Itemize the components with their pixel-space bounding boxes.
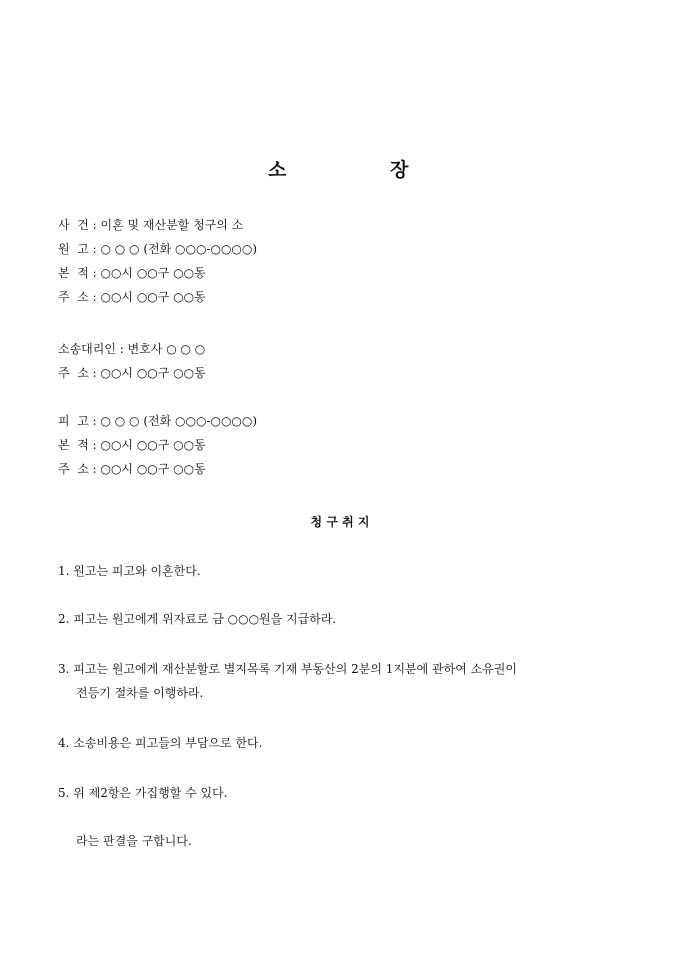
plaintiff-address-line: 주 소 : ○○시 ○○구 ○○동 xyxy=(58,290,206,304)
defendant-address-line: 주 소 : ○○시 ○○구 ○○동 xyxy=(58,462,206,476)
case-line: 사 건 : 이혼 및 재산분할 청구의 소 xyxy=(58,218,244,232)
claim-5: 5. 위 제2항은 가집행할 수 있다. xyxy=(58,786,228,800)
document-title xyxy=(0,155,680,185)
claim-1: 1. 원고는 피고와 이혼한다. xyxy=(58,564,201,578)
closing-sentence: 라는 판결을 구합니다. xyxy=(76,834,192,848)
claim-3-continuation: 전등기 절차를 이행하라. xyxy=(76,686,204,700)
section-title: 청 구 취 지 xyxy=(310,515,370,529)
title-char-2: 장 xyxy=(390,159,409,181)
claim-2: 2. 피고는 원고에게 위자료로 금 ○○○원을 지급하라. xyxy=(58,612,337,626)
attorney-line: 소송대리인 : 변호사 ○ ○ ○ xyxy=(58,342,206,356)
plaintiff-domicile-line: 본 적 : ○○시 ○○구 ○○동 xyxy=(58,266,206,280)
defendant-line: 피 고 : ○ ○ ○ (전화 ○○○-○○○○) xyxy=(58,414,258,428)
claim-4: 4. 소송비용은 피고들의 부담으로 한다. xyxy=(58,736,263,750)
plaintiff-line: 원 고 : ○ ○ ○ (전화 ○○○-○○○○) xyxy=(58,242,258,256)
attorney-address-line: 주 소 : ○○시 ○○구 ○○동 xyxy=(58,366,206,380)
defendant-domicile-line: 본 적 : ○○시 ○○구 ○○동 xyxy=(58,438,206,452)
claim-3: 3. 피고는 원고에게 재산분할로 별지목록 기재 부동산의 2분의 1지분에 관하여 소유권이 xyxy=(58,662,517,676)
title-char-1: 소 xyxy=(268,159,287,181)
